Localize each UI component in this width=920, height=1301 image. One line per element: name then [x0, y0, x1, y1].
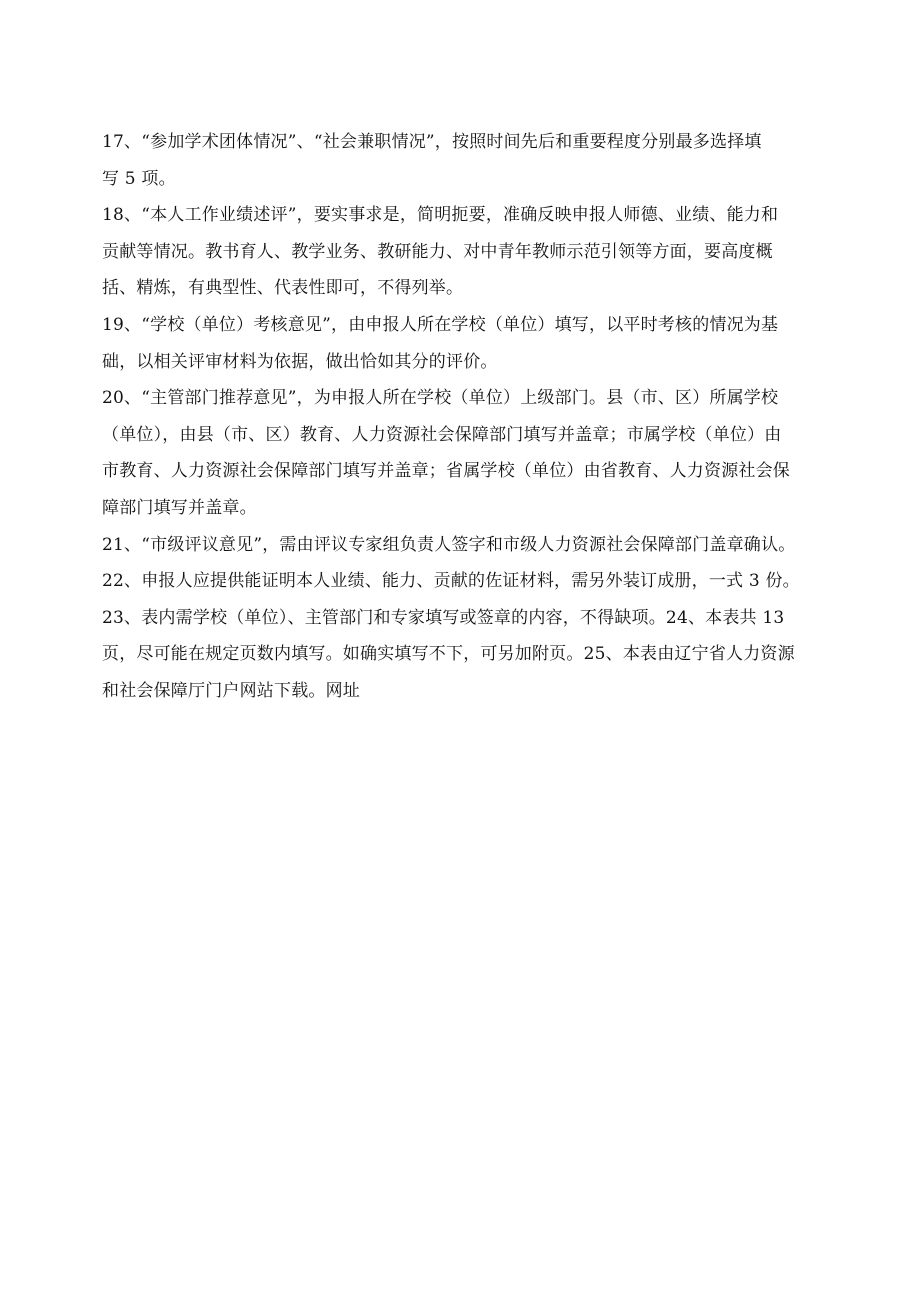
- text-line: 19、“学校（单位）考核意见”，由申报人所在学校（单位）填写，以平时考核的情况为基: [102, 314, 779, 335]
- text-line: 21、“市级评议意见”，需由评议专家组负责人签字和市级人力资源社会保障部门盖章确认。: [102, 534, 796, 555]
- text-line: 17、“参加学术团体情况”、“社会兼职情况”，按照时间先后和重要程度分别最多选择填: [102, 132, 762, 152]
- text-line: （单位），由县（市、区）教育、人力资源社会保障部门填写并盖章；市属学校（单位）由: [102, 424, 782, 445]
- text-line: 18、“本人工作业绩述评”，要实事求是，简明扼要，准确反映申报人师德、业绩、能力和: [102, 205, 779, 226]
- text-line: 贡献等情况。教书育人、教学业务、教研能力、对中青年教师示范引领等方面，要高度概: [102, 241, 773, 262]
- text-line: 障部门填写并盖章。: [102, 497, 257, 518]
- text-line: 页，尽可能在规定页数内填写。如确实填写不下，可另加附页。25、本表由辽宁省人力资源: [102, 644, 795, 665]
- text-line: 写 5 项。: [102, 168, 176, 189]
- text-line: 和社会保障厅门户网站下载。网址: [102, 680, 360, 701]
- text-line: 23、表内需学校（单位）、主管部门和专家填写或签章的内容，不得缺项。24、本表共 13: [102, 607, 785, 628]
- text-line: 市教育、人力资源社会保障部门填写并盖章；省属学校（单位）由省教育、人力资源社会保: [102, 461, 790, 482]
- text-line: 22、申报人应提供能证明本人业绩、能力、贡献的佐证材料，需另外装订成册，一式 3 份。: [102, 571, 800, 592]
- instructions-text: [102, 124, 862, 710]
- text-line: 20、“主管部门推荐意见”，为申报人所在学校（单位）上级部门。县（市、区）所属学校: [102, 388, 779, 409]
- text-line: 础，以相关评审材料为依据，做出恰如其分的评价。: [102, 351, 498, 372]
- text-line: 括、精炼，有典型性、代表性即可，不得列举。: [102, 278, 464, 299]
